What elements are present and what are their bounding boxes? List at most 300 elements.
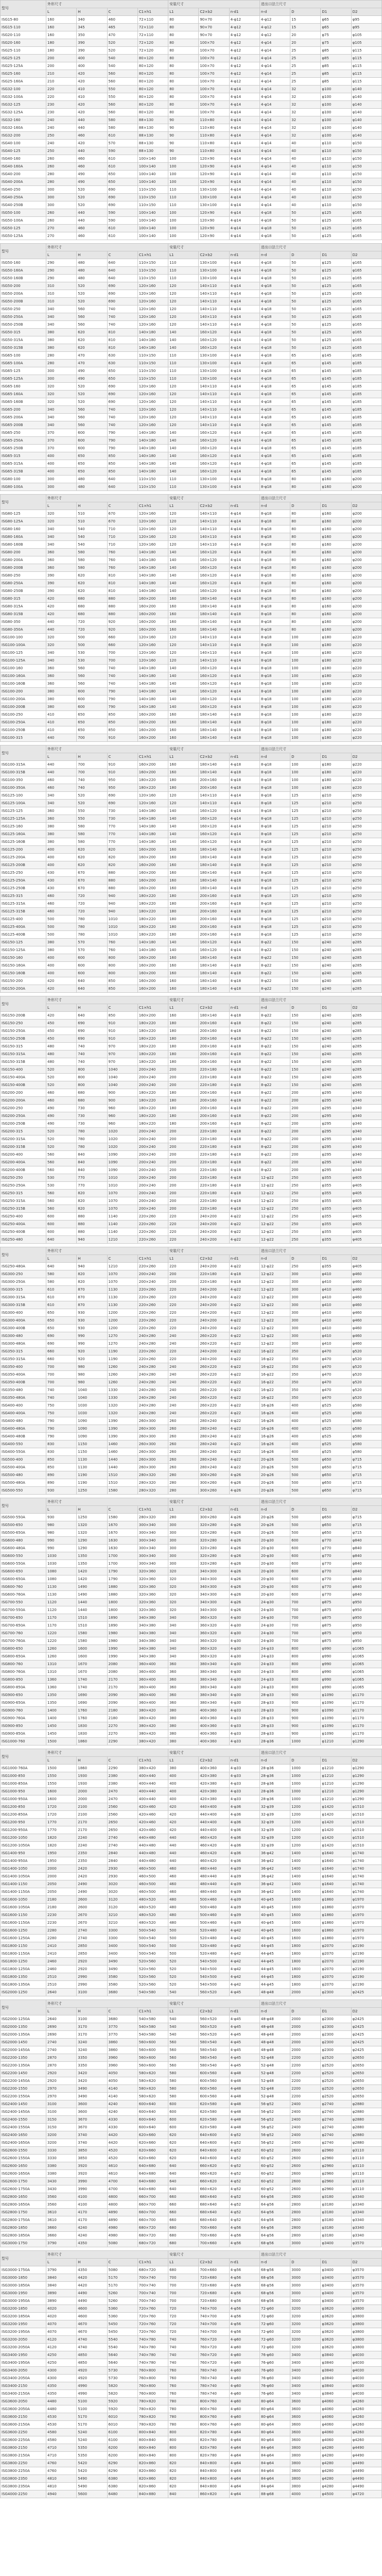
value-cell: 4-φ42 bbox=[229, 1981, 259, 1989]
value-cell: 80 bbox=[290, 580, 321, 587]
value-cell: 2470 bbox=[107, 1788, 137, 1795]
value-cell: φ250 bbox=[351, 869, 381, 877]
value-cell: 100 bbox=[168, 225, 199, 232]
value-cell: 340 bbox=[77, 16, 107, 24]
table-row bbox=[1, 1270, 382, 1278]
value-cell: 1800 bbox=[290, 1981, 321, 1989]
value-cell: 2400 bbox=[290, 2139, 321, 2147]
model-cell: ISG65-200 bbox=[1, 406, 46, 414]
table-row bbox=[1, 1448, 382, 1456]
value-cell: 730 bbox=[107, 807, 137, 815]
value-cell: 180×220 bbox=[137, 784, 168, 792]
value-cell: 140 bbox=[168, 665, 199, 672]
value-cell: 100 bbox=[290, 726, 321, 734]
value-cell: 850 bbox=[107, 726, 137, 734]
value-cell: 8-φ18 bbox=[259, 595, 290, 603]
value-cell: 360 bbox=[168, 1668, 199, 1676]
value-cell: 280 bbox=[46, 178, 77, 186]
value-cell: 125 bbox=[290, 792, 321, 800]
value-cell: 4070 bbox=[46, 2320, 77, 2328]
value-cell: 100×70 bbox=[199, 101, 229, 109]
value-cell: 4300 bbox=[46, 2367, 77, 2375]
value-cell: 520 bbox=[46, 1074, 77, 1081]
value-cell: 650 bbox=[107, 375, 137, 383]
table-row bbox=[1, 1614, 382, 1622]
value-cell: 360 bbox=[46, 665, 77, 672]
value-cell: 560 bbox=[168, 2062, 199, 2070]
value-cell: 640 bbox=[168, 2178, 199, 2185]
value-cell: 2380 bbox=[107, 1772, 137, 1780]
value-cell: 3350 bbox=[77, 2062, 107, 2070]
value-cell: φ220 bbox=[351, 761, 381, 769]
value-cell: 780×820 bbox=[137, 2398, 168, 2405]
model-cell: ISG50-160 bbox=[1, 259, 46, 267]
model-cell: ISG80-125A bbox=[1, 518, 46, 526]
table-row bbox=[1, 1622, 382, 1630]
table-row bbox=[1, 823, 382, 831]
value-cell: 4-φ52 bbox=[229, 2185, 259, 2193]
table-row bbox=[1, 275, 382, 282]
table-row bbox=[1, 55, 382, 62]
value-cell: 180×220 bbox=[137, 892, 168, 900]
value-cell: φ410 bbox=[321, 1270, 351, 1278]
value-cell: 72×110 bbox=[137, 24, 168, 31]
value-cell: 600×640 bbox=[137, 2100, 168, 2108]
value-cell: 1890 bbox=[107, 1614, 137, 1622]
value-cell: 280 bbox=[46, 352, 77, 360]
value-cell: 130×100 bbox=[199, 186, 229, 194]
value-cell: 4-φ60 bbox=[229, 2390, 259, 2398]
value-cell: 1000 bbox=[290, 1772, 321, 1780]
model-cell: ISG3200-1950 bbox=[1, 2320, 46, 2328]
value-cell: 100 bbox=[168, 163, 199, 171]
value-cell: 84-φ64 bbox=[259, 2460, 290, 2467]
value-cell: 140×180 bbox=[137, 680, 168, 688]
value-cell: 140×180 bbox=[137, 329, 168, 336]
value-cell: φ210 bbox=[321, 877, 351, 885]
value-cell: φ295 bbox=[321, 1112, 351, 1120]
value-cell: 540 bbox=[107, 55, 137, 62]
value-cell: 3400 bbox=[290, 2375, 321, 2382]
value-cell: 990 bbox=[46, 1537, 77, 1545]
value-cell: φ220 bbox=[351, 641, 381, 649]
value-cell: 4-φ18 bbox=[259, 445, 290, 452]
column-header: n-d bbox=[259, 1255, 290, 1263]
value-cell: 300×260 bbox=[199, 1514, 229, 1521]
value-cell: 200×240 bbox=[137, 1081, 168, 1089]
value-cell: 80 bbox=[168, 70, 199, 78]
spec-table bbox=[0, 1999, 382, 2247]
model-cell: ISG2200-1550A bbox=[1, 2093, 46, 2100]
value-cell: 1310 bbox=[46, 1660, 77, 1668]
value-cell: 740 bbox=[107, 406, 137, 414]
value-cell: φ3340 bbox=[351, 2201, 381, 2209]
value-cell: 400 bbox=[46, 460, 77, 468]
value-cell: 580 bbox=[77, 838, 107, 846]
table-row bbox=[1, 367, 382, 375]
value-cell: 4-φ60 bbox=[229, 2336, 259, 2344]
value-cell: 4-φ30 bbox=[229, 1637, 259, 1645]
value-cell: φ3110 bbox=[351, 2147, 381, 2155]
column-header: C2×b2 bbox=[199, 1506, 229, 1514]
table-row bbox=[1, 1317, 382, 1325]
model-cell: ISG65-125 bbox=[1, 367, 46, 375]
value-cell: 60-φ52 bbox=[259, 2147, 290, 2155]
value-cell: φ125 bbox=[321, 336, 351, 344]
value-cell: 4-φ22 bbox=[229, 1332, 259, 1340]
value-cell: 800 bbox=[168, 2452, 199, 2460]
value-cell: 76-φ60 bbox=[259, 2359, 290, 2367]
value-cell: 160 bbox=[168, 769, 199, 776]
value-cell: 690 bbox=[77, 1035, 107, 1043]
value-cell: 16-φ22 bbox=[259, 1363, 290, 1371]
table-row bbox=[1, 2131, 382, 2139]
value-cell: φ200 bbox=[351, 518, 381, 526]
value-cell: φ3620 bbox=[321, 2344, 351, 2351]
value-cell: 200×240 bbox=[137, 1143, 168, 1151]
value-cell: 3100 bbox=[77, 1989, 107, 1996]
value-cell: 4-φ36 bbox=[229, 1826, 259, 1834]
value-cell: 2800 bbox=[290, 2216, 321, 2224]
value-cell: φ285 bbox=[351, 962, 381, 970]
value-cell: 20-φ30 bbox=[259, 1583, 290, 1591]
value-cell: 180×140 bbox=[199, 885, 229, 892]
value-cell: 840 bbox=[77, 1166, 107, 1174]
table-row bbox=[1, 1904, 382, 1911]
value-cell: 4-φ30 bbox=[229, 1622, 259, 1630]
value-cell: φ220 bbox=[351, 769, 381, 776]
table-row bbox=[1, 665, 382, 672]
value-cell: 4-φ14 bbox=[229, 792, 259, 800]
value-cell: 690 bbox=[107, 282, 137, 290]
value-cell: 3150 bbox=[46, 2116, 77, 2124]
value-cell: φ1420 bbox=[321, 1842, 351, 1850]
column-header: C1×h1 bbox=[137, 2008, 168, 2015]
value-cell: φ405 bbox=[351, 1174, 381, 1182]
table-row bbox=[1, 580, 382, 587]
value-cell: 1000 bbox=[290, 1765, 321, 1772]
value-cell: φ150 bbox=[351, 171, 381, 178]
column-header: D1 bbox=[321, 251, 351, 259]
value-cell: 610 bbox=[107, 155, 137, 163]
value-cell: 4050 bbox=[107, 2077, 137, 2085]
value-cell: φ650 bbox=[321, 1479, 351, 1487]
table-row bbox=[1, 2290, 382, 2297]
value-cell: 740 bbox=[107, 421, 137, 429]
value-cell: φ100 bbox=[321, 132, 351, 140]
value-cell: 200×240 bbox=[137, 1182, 168, 1190]
value-cell: 72-φ60 bbox=[259, 2336, 290, 2344]
value-cell: 790 bbox=[46, 1433, 77, 1440]
value-cell: 48-φ48 bbox=[259, 2031, 290, 2039]
value-cell: 580 bbox=[168, 2070, 199, 2077]
value-cell: 140×180 bbox=[137, 468, 168, 476]
value-cell: 16-φ22 bbox=[259, 1379, 290, 1386]
value-cell: 260 bbox=[46, 163, 77, 171]
model-cell: ISG40-160A bbox=[1, 163, 46, 171]
value-cell: 8-φ22 bbox=[259, 946, 290, 954]
column-header: L1 bbox=[168, 753, 199, 761]
value-cell: 6200 bbox=[107, 2452, 137, 2460]
model-cell: ISG3400-2050A bbox=[1, 2375, 46, 2382]
value-cell: 3100 bbox=[46, 2108, 77, 2116]
value-cell: φ210 bbox=[321, 800, 351, 807]
value-cell: 700 bbox=[168, 2274, 199, 2282]
value-cell: φ110 bbox=[321, 186, 351, 194]
value-cell: 180 bbox=[168, 1105, 199, 1112]
value-cell: 110×150 bbox=[137, 267, 168, 275]
table-row bbox=[1, 2483, 382, 2490]
value-cell: 125 bbox=[290, 846, 321, 854]
value-cell: 1200 bbox=[290, 1842, 321, 1850]
value-cell: 580 bbox=[46, 1278, 77, 1286]
table-row bbox=[1, 1819, 382, 1826]
value-cell: 490 bbox=[77, 178, 107, 186]
table-row bbox=[1, 1479, 382, 1487]
column-header: L1 bbox=[168, 1506, 199, 1514]
value-cell: φ115 bbox=[351, 70, 381, 78]
value-cell: 200 bbox=[168, 1182, 199, 1190]
value-cell: 520 bbox=[77, 792, 107, 800]
table-row bbox=[1, 2398, 382, 2405]
value-cell: 8-φ22 bbox=[259, 1166, 290, 1174]
value-cell: 650 bbox=[107, 171, 137, 178]
value-cell: φ355 bbox=[321, 1190, 351, 1197]
value-cell: φ165 bbox=[351, 298, 381, 306]
table-row bbox=[1, 101, 382, 109]
value-cell: φ285 bbox=[351, 1012, 381, 1020]
value-cell: 1320 bbox=[107, 1402, 137, 1410]
value-cell: 110 bbox=[168, 267, 199, 275]
value-cell: 220×260 bbox=[137, 1213, 168, 1221]
value-cell: 280×240 bbox=[199, 1417, 229, 1425]
install-header: 安装尺寸 bbox=[168, 1749, 260, 1757]
value-cell: 420×460 bbox=[137, 1803, 168, 1811]
value-cell: 28-φ36 bbox=[259, 1780, 290, 1788]
value-cell: 20-φ30 bbox=[259, 1591, 290, 1599]
value-cell: 4-φ18 bbox=[259, 360, 290, 367]
value-cell: 570 bbox=[107, 140, 137, 147]
value-cell: 160×200 bbox=[137, 726, 168, 734]
value-cell: 150 bbox=[290, 1074, 321, 1081]
value-cell: φ3110 bbox=[351, 2185, 381, 2193]
value-cell: 4670 bbox=[77, 2320, 107, 2328]
model-cell: ISG600-480 bbox=[1, 1537, 46, 1545]
value-cell: φ3400 bbox=[321, 2297, 351, 2305]
value-cell: 340×380 bbox=[137, 1653, 168, 1660]
value-cell: 740 bbox=[168, 2336, 199, 2344]
value-cell: 760×800 bbox=[137, 2367, 168, 2375]
value-cell: 4420 bbox=[77, 2274, 107, 2282]
value-cell: 4-φ30 bbox=[229, 1699, 259, 1707]
model-cell: ISG500-400 bbox=[1, 1456, 46, 1464]
value-cell: 120×160 bbox=[137, 518, 168, 526]
value-cell: φ1510 bbox=[351, 1811, 381, 1819]
value-cell: 620 bbox=[77, 587, 107, 595]
value-cell: 4-φ14 bbox=[229, 445, 259, 452]
value-cell: φ1740 bbox=[351, 1880, 381, 1888]
value-cell: φ2960 bbox=[321, 2185, 351, 2193]
value-cell: φ220 bbox=[351, 634, 381, 641]
value-cell: φ240 bbox=[321, 1058, 351, 1066]
value-cell: 50 bbox=[290, 232, 321, 240]
value-cell: 20-φ26 bbox=[259, 1529, 290, 1537]
value-cell: 80 bbox=[290, 618, 321, 626]
value-cell: φ410 bbox=[321, 1309, 351, 1317]
value-cell: φ2070 bbox=[321, 1973, 351, 1981]
value-cell: φ3800 bbox=[351, 2328, 381, 2336]
value-cell: 800 bbox=[77, 1074, 107, 1081]
value-cell: 4-φ14 bbox=[229, 93, 259, 101]
value-cell: 360×320 bbox=[199, 1630, 229, 1637]
value-cell: 100 bbox=[168, 178, 199, 186]
model-cell: ISG80-250B bbox=[1, 587, 46, 595]
dims-header: 外形尺寸 bbox=[46, 745, 168, 753]
value-cell: φ180 bbox=[321, 649, 351, 657]
value-cell: 3400 bbox=[290, 2359, 321, 2367]
value-cell: 1670 bbox=[107, 1529, 137, 1537]
value-cell: 4-φ39 bbox=[229, 1904, 259, 1911]
value-cell: 240×280 bbox=[137, 1340, 168, 1348]
model-cell: ISG65-160B bbox=[1, 398, 46, 406]
column-header: L bbox=[46, 251, 77, 259]
value-cell: 480×440 bbox=[199, 1873, 229, 1880]
value-cell: 500 bbox=[290, 1471, 321, 1479]
value-cell: φ1065 bbox=[351, 1684, 381, 1691]
value-cell: 8-φ18 bbox=[259, 854, 290, 861]
table-row bbox=[1, 861, 382, 869]
value-cell: 25 bbox=[290, 62, 321, 70]
value-cell: 32 bbox=[290, 124, 321, 132]
model-cell: ISG400-480B bbox=[1, 1433, 46, 1440]
value-cell: 620 bbox=[77, 329, 107, 336]
value-cell: 72×110 bbox=[137, 31, 168, 39]
value-cell: φ240 bbox=[321, 939, 351, 946]
value-cell: 220×260 bbox=[137, 1317, 168, 1325]
value-cell: 500 bbox=[46, 923, 77, 931]
value-cell: 560×600 bbox=[137, 2062, 168, 2070]
value-cell: 320 bbox=[46, 510, 77, 518]
value-cell: 3120 bbox=[107, 1904, 137, 1911]
table-row bbox=[1, 2367, 382, 2375]
value-cell: 350 bbox=[290, 1371, 321, 1379]
value-cell: 220×260 bbox=[137, 1236, 168, 1244]
column-header: L bbox=[46, 502, 77, 510]
value-cell: 4-φ12 bbox=[229, 39, 259, 47]
value-cell: 600×560 bbox=[199, 2093, 229, 2100]
model-cell: ISG800-850A bbox=[1, 1684, 46, 1691]
table-row bbox=[1, 2077, 382, 2085]
value-cell: 1690 bbox=[77, 1691, 107, 1699]
spec-table bbox=[0, 2250, 382, 2498]
value-cell: φ210 bbox=[321, 931, 351, 939]
spec-table bbox=[0, 0, 382, 240]
value-cell: φ3570 bbox=[351, 2274, 381, 2282]
value-cell: φ4720 bbox=[351, 2490, 381, 2498]
value-cell: φ2880 bbox=[351, 2124, 381, 2131]
value-cell: 2800 bbox=[290, 2232, 321, 2240]
value-cell: φ85 bbox=[321, 47, 351, 55]
value-cell: 4-φ18 bbox=[259, 217, 290, 225]
value-cell: 220 bbox=[168, 1355, 199, 1363]
value-cell: 2600 bbox=[290, 2162, 321, 2170]
model-cell: ISG100-250 bbox=[1, 711, 46, 719]
value-cell: φ160 bbox=[321, 595, 351, 603]
value-cell: 68-φ56 bbox=[259, 2290, 290, 2297]
value-cell: 250 bbox=[290, 1213, 321, 1221]
value-cell: 4-φ14 bbox=[259, 132, 290, 140]
value-cell: 2690 bbox=[46, 2023, 77, 2031]
value-cell: 1000 bbox=[290, 1788, 321, 1795]
column-header: H bbox=[77, 251, 107, 259]
value-cell: 80 bbox=[290, 541, 321, 549]
value-cell: 730 bbox=[77, 1120, 107, 1128]
value-cell: 900 bbox=[290, 1699, 321, 1707]
value-cell: 88×130 bbox=[137, 116, 168, 124]
value-cell: 125 bbox=[290, 916, 321, 923]
value-cell: 160×120 bbox=[199, 665, 229, 672]
table-row bbox=[1, 1707, 382, 1715]
value-cell: φ1090 bbox=[321, 1707, 351, 1715]
value-cell: 28-φ33 bbox=[259, 1707, 290, 1715]
model-cell: ISG80-125 bbox=[1, 510, 46, 518]
value-cell: φ4280 bbox=[321, 2467, 351, 2475]
value-cell: 1790 bbox=[107, 1568, 137, 1575]
value-cell: 600 bbox=[77, 962, 107, 970]
value-cell: 60-φ52 bbox=[259, 2170, 290, 2178]
value-cell: 72×110 bbox=[137, 16, 168, 24]
value-cell: 260×220 bbox=[199, 1410, 229, 1417]
value-cell: 8-φ22 bbox=[259, 985, 290, 993]
value-cell: 4-φ18 bbox=[229, 877, 259, 885]
value-cell: 960 bbox=[107, 1112, 137, 1120]
value-cell: 4-φ14 bbox=[229, 290, 259, 298]
value-cell: φ340 bbox=[351, 1089, 381, 1097]
value-cell: 730 bbox=[77, 1105, 107, 1112]
value-cell: 120×160 bbox=[137, 510, 168, 518]
table-row bbox=[1, 2297, 382, 2305]
value-cell: 390 bbox=[46, 587, 77, 595]
model-cell: ISG800-650A bbox=[1, 1653, 46, 1660]
value-cell: 1200 bbox=[290, 1811, 321, 1819]
value-cell: 80×120 bbox=[137, 70, 168, 78]
value-cell: φ165 bbox=[351, 329, 381, 336]
value-cell: 4-φ14 bbox=[229, 132, 259, 140]
value-cell: 200×240 bbox=[137, 1136, 168, 1143]
value-cell: 24-φ33 bbox=[259, 1668, 290, 1676]
value-cell: 580×620 bbox=[137, 2077, 168, 2085]
column-header: C bbox=[107, 1757, 137, 1765]
value-cell: 60-φ52 bbox=[259, 2155, 290, 2162]
value-cell: 4-φ18 bbox=[229, 769, 259, 776]
value-cell: φ1640 bbox=[321, 1873, 351, 1880]
value-cell: 740 bbox=[168, 2344, 199, 2351]
value-cell: 160×200 bbox=[137, 846, 168, 854]
table-row bbox=[1, 1537, 382, 1545]
value-cell: φ1860 bbox=[321, 1904, 351, 1911]
value-cell: 560×520 bbox=[199, 2031, 229, 2039]
value-cell: 2420 bbox=[77, 1873, 107, 1880]
value-cell: φ160 bbox=[321, 476, 351, 483]
value-cell: 780 bbox=[77, 1136, 107, 1143]
value-cell: 940 bbox=[77, 1236, 107, 1244]
value-cell: 4760 bbox=[46, 2460, 77, 2467]
model-cell: ISG2400-1650A bbox=[1, 2139, 46, 2147]
table-row bbox=[1, 1228, 382, 1236]
value-cell: 4-φ18 bbox=[259, 225, 290, 232]
model-cell: ISG200-200A bbox=[1, 1097, 46, 1105]
value-cell: 8-φ18 bbox=[259, 815, 290, 823]
